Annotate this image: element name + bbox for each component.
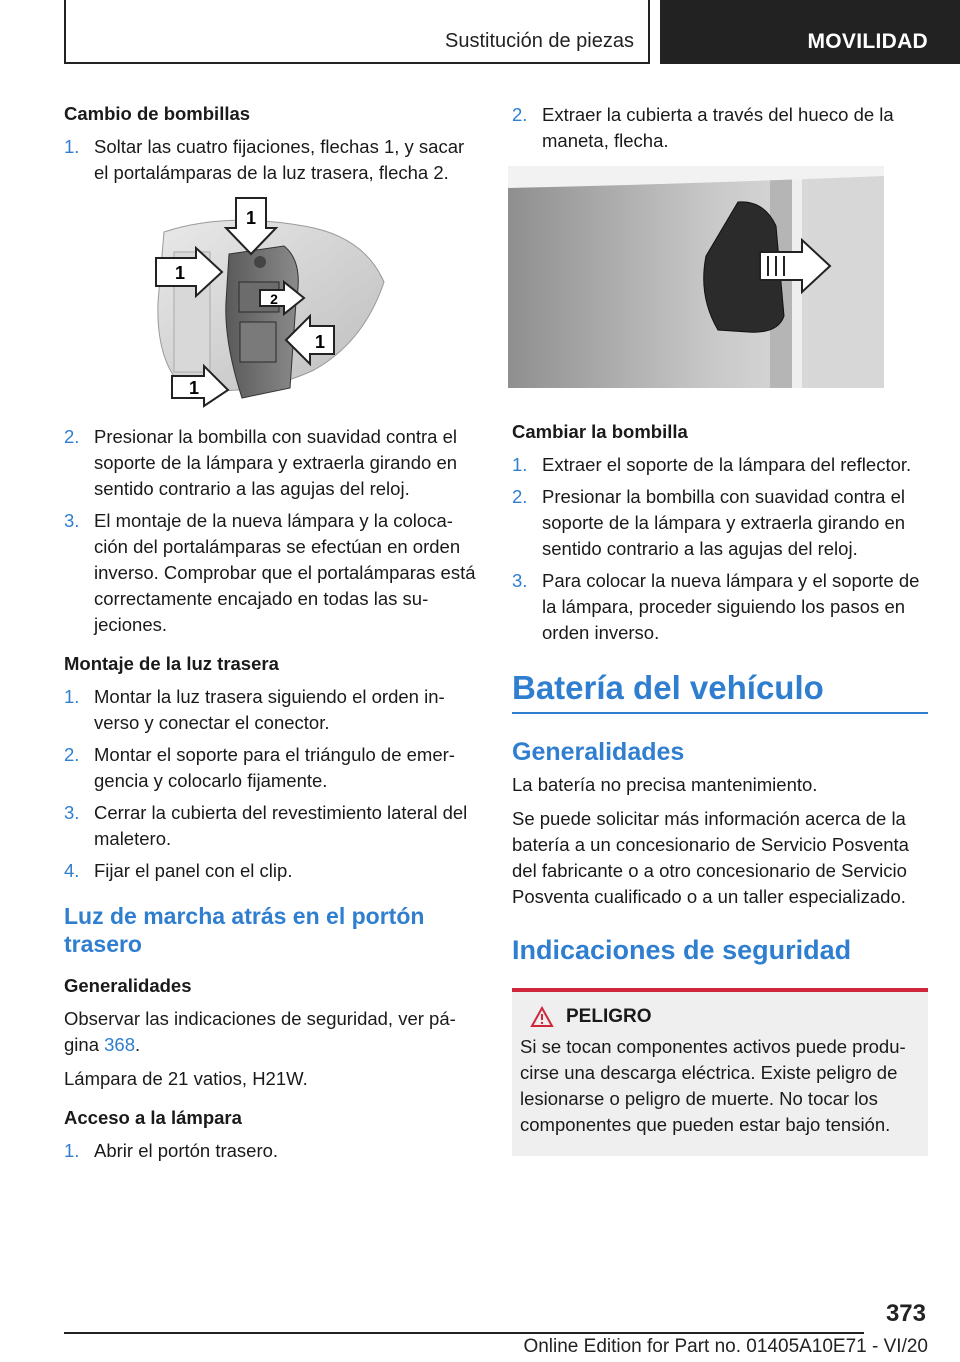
step-item <box>64 424 480 502</box>
footer-rule <box>64 1332 864 1334</box>
subheading-generalidades: Generalidades <box>64 975 192 996</box>
svg-text:1: 1 <box>188 378 200 398</box>
page-number: 373 <box>885 1300 926 1327</box>
step-number: 1. <box>512 454 528 475</box>
step-number: 3. <box>64 802 80 823</box>
section-title-box <box>64 0 650 64</box>
step-item <box>64 800 480 852</box>
danger-header <box>530 1006 920 1028</box>
step-item <box>64 508 480 638</box>
step-item <box>512 102 928 154</box>
heading-generalidades: Generalidades <box>512 738 685 766</box>
step-item <box>64 134 480 186</box>
lampara-text: Lámpara de 21 vatios, H21W. <box>64 1068 308 1089</box>
step-item <box>64 858 480 884</box>
step-text: Soltar las cuatro fijaciones, flechas 1, y sacar el portalámparas de la luz trasera, flecha 2. <box>94 136 465 183</box>
gen-paragraph: Observar las indicaciones de seguridad, ver página 368. <box>64 1008 456 1055</box>
page-link-368[interactable]: 368 <box>104 1034 135 1055</box>
step-text: Abrir el portón trasero. <box>94 1140 279 1161</box>
steps-acceso-cont <box>512 102 928 154</box>
taillight-figure <box>64 192 480 414</box>
steps-cambiar <box>512 452 928 646</box>
step-item <box>64 684 480 736</box>
svg-text:2: 2 <box>270 291 278 307</box>
gen-p1: La batería no precisa mantenimiento. <box>512 774 818 795</box>
step-number: 4. <box>64 860 80 881</box>
left-column <box>64 102 480 1170</box>
step-text: Extraer el soporte de la lámpara del reflector. <box>542 454 912 475</box>
subheading-montaje: Montaje de la luz trasera <box>64 653 279 674</box>
danger-text: Si se tocan componentes activos puede producirse una descarga eléctrica. Existe peligro de lesionarse o peligro de muerte. No tocar los componentes que pueden estar bajo tensión. <box>520 1036 906 1135</box>
section-title: Sustitución de piezas <box>444 30 634 52</box>
step-number: 3. <box>64 510 80 531</box>
heading-bateria: Batería del vehículo <box>512 668 928 714</box>
step-item <box>64 742 480 794</box>
heading-seguridad: Indicaciones de seguridad <box>512 935 852 965</box>
steps-cambio-a <box>64 134 480 186</box>
danger-label: PELIGRO <box>566 1006 652 1027</box>
step-number: 2. <box>512 486 528 507</box>
subheading-acceso: Acceso a la lámpara <box>64 1107 242 1128</box>
subheading-cambio: Cambio de bombillas <box>64 103 251 124</box>
step-text: Para colocar la nueva lámpara y el soporte de la lámpara, proceder siguiendo los pasos en orden inverso. <box>542 570 920 643</box>
steps-montaje <box>64 684 480 884</box>
step-text: Montar el soporte para el triángulo de emergencia y colocarlo fijamente. <box>94 744 455 791</box>
warning-triangle-icon <box>530 1006 554 1028</box>
step-text: Montar la luz trasera siguiendo el orden inverso y conectar el conector. <box>94 686 445 733</box>
step-number: 1. <box>64 686 80 707</box>
step-text: Cerrar la cubierta del revestimiento lateral del maletero. <box>94 802 468 849</box>
step-item <box>512 484 928 562</box>
danger-box <box>512 988 928 1156</box>
step-number: 3. <box>512 570 528 591</box>
step-text: Presionar la bombilla con suavidad contra el soporte de la lámpara y extraerla girando en sentido contrario a las agujas del reloj. <box>94 426 458 499</box>
step-number: 1. <box>64 136 80 157</box>
tailgate-cover-figure <box>508 166 884 388</box>
steps-acceso <box>64 1138 480 1164</box>
gen-p2: Se puede solicitar más información acerca de la batería a un concesionario de Servicio Posventa del fabricante o a otro concesionario de Servicio Posventa cualificado o a un taller especializado. <box>512 808 909 907</box>
step-number: 2. <box>64 744 80 765</box>
step-item <box>512 568 928 646</box>
svg-text:1: 1 <box>314 332 326 352</box>
svg-text:1: 1 <box>174 263 186 283</box>
svg-text:1: 1 <box>245 208 257 228</box>
step-item <box>512 452 928 478</box>
heading-luz-marcha-atras: Luz de marcha atrás en el portón trasero <box>64 903 425 957</box>
step-text: Extraer la cubierta a través del hueco de la maneta, flecha. <box>542 104 894 151</box>
footer-edition: Online Edition for Part no. 01405A10E71 - VI/20 <box>523 1336 928 1357</box>
step-item <box>64 1138 480 1164</box>
chapter-tab <box>660 0 960 64</box>
step-text: El montaje de la nueva lámpara y la colocación del portalámparas se efectúan en orden inverso. Comprobar que el portalámparas está correctamente encajado en todas las sujeciones. <box>94 510 476 635</box>
page-header <box>0 0 960 66</box>
chapter-title: MOVILIDAD <box>807 30 928 53</box>
steps-cambio-b <box>64 424 480 638</box>
step-number: 2. <box>64 426 80 447</box>
step-number: 1. <box>64 1140 80 1161</box>
right-column <box>512 102 928 1156</box>
step-text: Presionar la bombilla con suavidad contra el soporte de la lámpara y extraerla girando en sentido contrario a las agujas del reloj. <box>542 486 906 559</box>
step-number: 2. <box>512 104 528 125</box>
step-text: Fijar el panel con el clip. <box>94 860 293 881</box>
subheading-cambiar: Cambiar la bombilla <box>512 421 688 442</box>
